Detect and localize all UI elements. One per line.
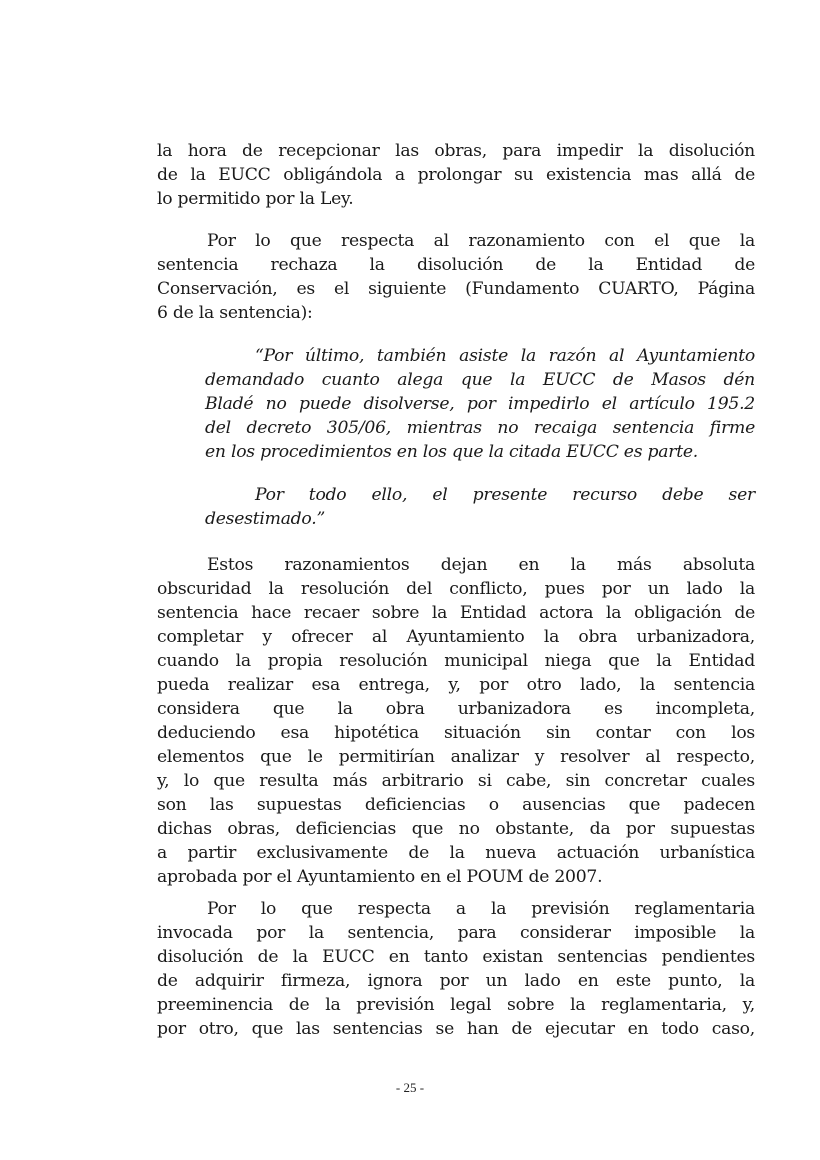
text-line: Conservación, es el siguiente (Fundamento CUARTO, Página [157,279,755,299]
text-line: de adquirir firmeza, ignora por un lado en este punto, la [157,971,755,991]
quote-line: demandado cuanto alega que la EUCC de Masos dén [205,370,755,390]
text-line: 6 de la sentencia): [157,303,313,323]
text-line: disolución de la EUCC en tanto existan sentencias pendientes [157,947,755,967]
text-line: Estos razonamientos dejan en la más absoluta [207,555,755,575]
quote-line: desestimado.” [205,509,325,529]
text-line: la hora de recepcionar las obras, para impedir la disolución [157,141,755,161]
quote-line: Bladé no puede disolverse, por impedirlo el artículo 195.2 [205,394,755,414]
text-line: sentencia hace recaer sobre la Entidad actora la obligación de [157,603,755,623]
text-line: de la EUCC obligándola a prolongar su existencia mas allá de [157,165,755,185]
text-line: son las supuestas deficiencias o ausencias que padecen [157,795,755,815]
text-line: elementos que le permitirían analizar y resolver al respecto, [157,747,755,767]
text-line: completar y ofrecer al Ayuntamiento la obra urbanizadora, [157,627,755,647]
text-line: invocada por la sentencia, para considerar imposible la [157,923,755,943]
quote-line: Por todo ello, el presente recurso debe ser [255,485,755,505]
text-line: dichas obras, deficiencias que no obstante, da por supuestas [157,819,755,839]
quote-line: del decreto 305/06, mientras no recaiga sentencia firme [205,418,755,438]
text-line: Por lo que respecta al razonamiento con el que la [207,231,755,251]
text-line: aprobada por el Ayuntamiento en el POUM de 2007. [157,867,603,887]
text-line: cuando la propia resolución municipal niega que la Entidad [157,651,755,671]
page-number: - 25 - [395,1080,425,1095]
text-line: considera que la obra urbanizadora es incompleta, [157,699,755,719]
text-line: a partir exclusivamente de la nueva actuación urbanística [157,843,755,863]
text-line: lo permitido por la Ley. [157,189,354,209]
text-line: por otro, que las sentencias se han de ejecutar en todo caso, [157,1019,755,1039]
text-line: sentencia rechaza la disolución de la Entidad de [157,255,755,275]
quote-line: “Por último, también asiste la razón al Ayuntamiento [255,346,755,366]
text-line: y, lo que resulta más arbitrario si cabe, sin concretar cuales [157,771,755,791]
text-line: obscuridad la resolución del conflicto, pues por un lado la [157,579,755,599]
text-line: Por lo que respecta a la previsión reglamentaria [207,899,755,919]
text-line: preeminencia de la previsión legal sobre la reglamentaria, y, [157,995,755,1015]
quote-line: en los procedimientos en los que la citada EUCC es parte. [205,442,699,462]
text-line: pueda realizar esa entrega, y, por otro lado, la sentencia [157,675,755,695]
text-line: deduciendo esa hipotética situación sin contar con los [157,723,755,743]
